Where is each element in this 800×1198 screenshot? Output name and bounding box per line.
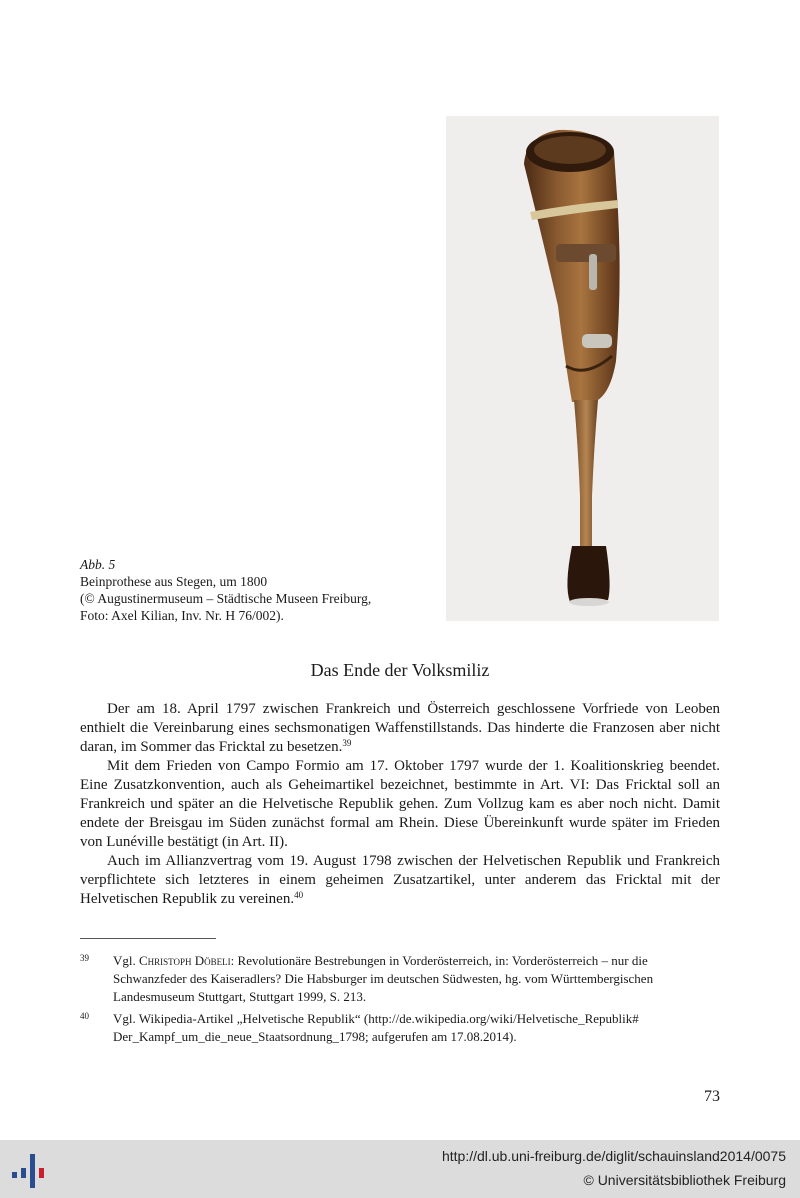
footnote: 39 Vgl. Christoph Döbeli: Revolutionäre Bestrebungen in Vorderösterreich, in: Vorderösterreich – nur die Schwanzfeder des Kaiseradlers? Die Habsburger im deutschen Südwesten, hg. vom Württembergischen Landesmuseum Stuttgart, Stuttgart 1999, S. 213. (80, 952, 720, 1006)
paragraph: Auch im Allianzvertrag vom 19. August 1798 zwischen der Helvetischen Republik und Frankreich verpflichtete sich letzteres in einem geheimen Zusatzartikel, unter anderem das Fricktal mit der Helvetischen Republik zu vereinen.$^{40}$ (80, 853, 720, 907)
copyright-notice: © Universitätsbibliothek Freiburg (583, 1172, 786, 1188)
caption-line: Beinprothese aus Stegen, um 1800 (80, 574, 268, 589)
document-url[interactable]: http://dl.ub.uni-freiburg.de/diglit/schauinsland2014/0075 (441, 1148, 786, 1164)
paragraph: Der am 18. April 1797 zwischen Frankreich und Österreich geschlossene Vorfriede von Leoben enthielt die Vereinbarung eines sechsmonatigen Waffenstillstands. Das hinderte die Franzosen aber nicht daran, im Sommer das Fricktal zu besetzen.$^{39}$ (80, 701, 720, 755)
caption-line: Foto: Axel Kilian, Inv. Nr. H 76/002). (80, 608, 284, 623)
footnote-ref[interactable]: 40 (294, 890, 304, 900)
library-logo-icon (10, 1150, 50, 1192)
prosthesis-photo (446, 116, 719, 621)
footnote-author: Christoph Döbeli (139, 953, 231, 968)
footnote-number: 40 (80, 1011, 89, 1021)
page-number: 73 (704, 1088, 720, 1105)
footnote-number: 39 (80, 953, 89, 963)
figure-label: Abb. 5 (80, 557, 116, 572)
footer-bar (0, 1140, 800, 1198)
caption-line: (© Augustinermuseum – Städtische Museen Freiburg, (80, 591, 372, 606)
footnote-divider (80, 938, 216, 939)
figure-caption (80, 556, 420, 624)
footnote: 40 Vgl. Wikipedia-Artikel „Helvetische Republik“ (http://de.wikipedia.org/wiki/Helvetische_Republik# Der_Kampf_um_die_neue_Staatsordnung_1798; aufgerufen am 17.08.2014). (80, 1010, 720, 1046)
footnote-ref[interactable]: 39 (342, 738, 352, 748)
section-title: Das Ende der Volksmiliz (310, 660, 490, 680)
paragraph: Mit dem Frieden von Campo Formio am 17. Oktober 1797 wurde der 1. Koalitionskrieg beendet. Eine Zusatzkonvention, auch als Geheimartikel bezeichnet, bestimmte in Art. VI: Das Fricktal soll an Frankreich und später an die Helvetische Republik gehen. Zum Vollzug kam es aber noch nicht. Damit endete der Breisgau im Süden zunächst formal am Rhein. Diese Übereinkunft wurde später im Frieden von Lunéville bestätigt (in Art. II). (80, 758, 720, 850)
footnotes (80, 952, 720, 1050)
body-text (80, 700, 720, 909)
